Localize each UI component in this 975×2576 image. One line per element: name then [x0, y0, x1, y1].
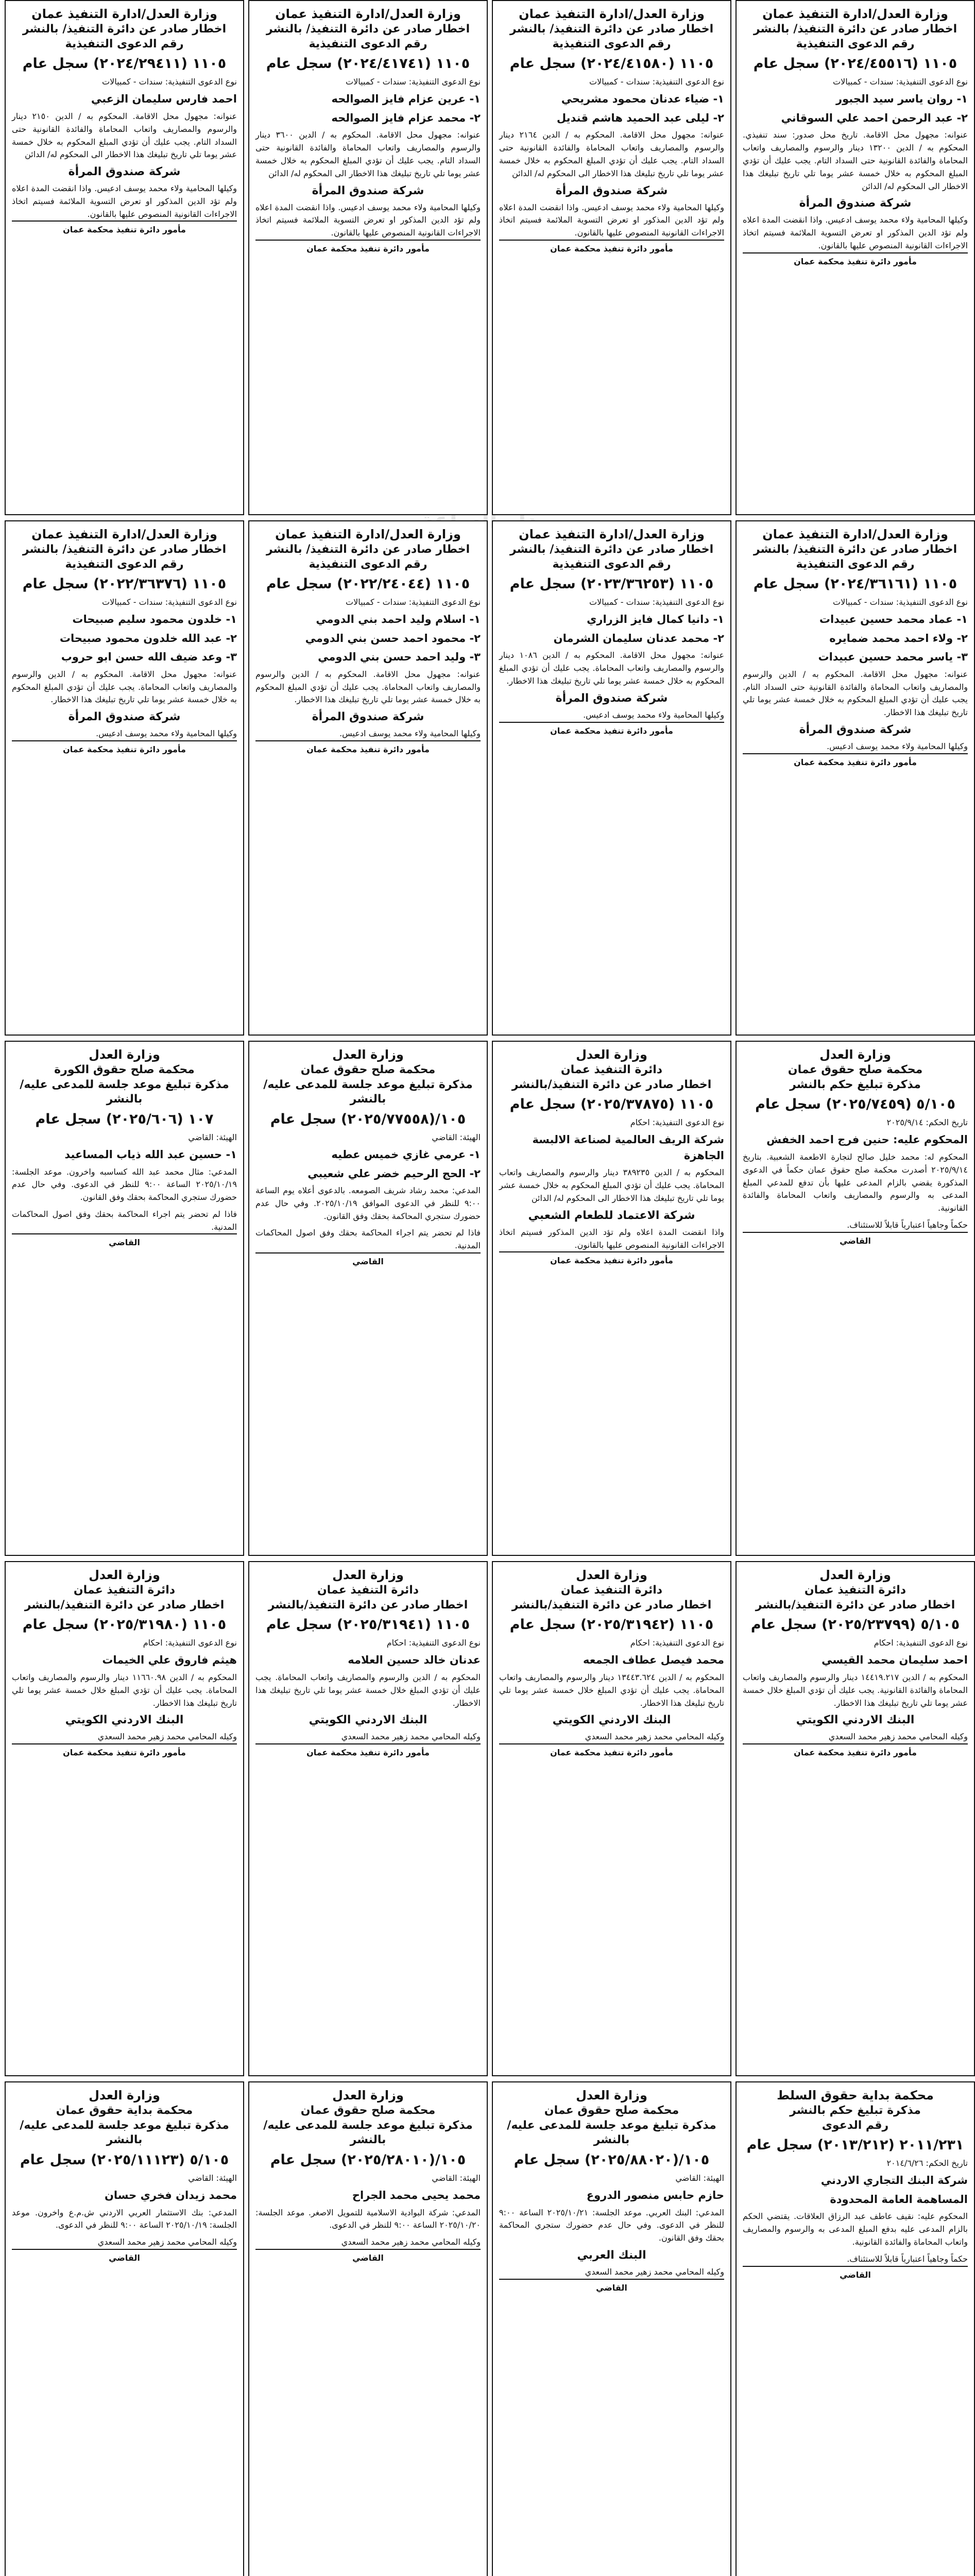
- notice-row-2: [0, 520, 975, 1036]
- notice-footer: مأمور دائرة تنفيذ محكمة عمان: [255, 1743, 481, 1757]
- case-meta: تاريخ الحكم: ٢٠٢٥/٩/١٤: [886, 1117, 968, 1128]
- party-name: المساهمة العامة المحدودة: [830, 2193, 968, 2206]
- creditor-company: شركة صندوق المرأة: [312, 710, 424, 724]
- notice-card: [735, 2081, 975, 2576]
- notice-body-2: واذا انقضت المدة اعلاه ولم تؤد الدين المذكور فسيتم اتخاذ الاجراءات القانونية المنصوص عليها بالقانون.: [499, 1227, 724, 1250]
- notice-row-4: [0, 1561, 975, 2076]
- notice-footer: القاضي: [743, 2266, 968, 2280]
- notice-card: [248, 520, 488, 1036]
- creditor-company: شركة صندوق المرأة: [799, 197, 912, 210]
- case-number: ١١٠٥ (٢٠٢٥/٣١٩٤١) سجل عام: [266, 1617, 470, 1633]
- notice-card: [735, 520, 975, 1036]
- party-name: ١- حسين عبد الله ذياب المساعيد: [64, 1148, 237, 1161]
- case-meta: نوع الدعوى التنفيذية: سندات - كمبيالات: [833, 597, 968, 607]
- notice-subtitle: محكمة صلح حقوق عمان: [544, 2104, 679, 2117]
- notice-body-2: وكيلها المحامية ولاء محمد يوسف ادعيس. واذا انقضت المدة اعلاه ولم تؤد الدين المذكور او تعرض التسوية الملائمة فسيتم اتخاذ الاجراءات القانونية المنصوص عليها بالقانون.: [499, 202, 724, 238]
- notice-subtitle: دائرة التنفيذ عمان: [560, 1063, 663, 1077]
- case-meta: نوع الدعوى التنفيذية: احكام: [630, 1638, 724, 1648]
- notice-footer: مأمور دائرة تنفيذ محكمة عمان: [255, 740, 481, 754]
- notice-card: [248, 2081, 488, 2576]
- notice-body: المحكوم به / الدين ١٤٤١٩.٢١٧ دينار والرسوم والمصاريف واتعاب المحاماة والفائدة القانونية. يجب عليك أن تؤدي المبلغ خلال خمسة عشر يوما تلي تاريخ تبليغك هذا الاخطار.: [743, 1672, 968, 1708]
- notice-body: المحكوم به / الدين ٣٨٩٢٣٥ دينار والرسوم والمصاريف واتعاب المحاماة. يجب عليك أن تؤدي المبلغ المحكوم به خلال خمسة عشر يوما تلي تاريخ تبليغك هذا الاخطار الى المحكوم له/ الدائن: [499, 1167, 724, 1203]
- notice-body-2: وكيلها المحامية ولاء محمد يوسف ادعيس.: [96, 728, 237, 739]
- notice-header: وزارة العدل: [576, 2088, 647, 2103]
- notice-body-2: وكيلها المحامية ولاء محمد يوسف ادعيس.: [583, 709, 724, 720]
- notice-card: [248, 0, 488, 515]
- case-number: ١١٠٥ (٢٠٢٤/٤١٧٤١) سجل عام: [266, 56, 470, 72]
- case-number: ٥/١٠٥ (٢٠٢٥/١١١٢٣) سجل عام: [20, 2151, 229, 2168]
- party-name: ١- ضياء عدنان محمود مشريحي: [561, 93, 724, 106]
- creditor-company: البنك الاردني الكويتي: [309, 1714, 427, 1727]
- party-name: احمد سليمان محمد القيسي: [822, 1654, 968, 1667]
- party-name: ١- عرين عزام فايز الصوالحه: [331, 93, 481, 106]
- notice-body-2: وكيله المحامي محمد زهير محمد السعدي: [97, 2237, 237, 2247]
- notice-card: [735, 1041, 975, 1556]
- notice-body: المدعي: مثال محمد عبد الله كساسبه واخرون. موعد الجلسة: ٢٠٢٥/١٠/١٩ الساعة ٩:٠٠ للنظر في الدعوى. وفي حال عدم حضورك ستجري المحاكمة بحقك وفق القانون.: [12, 1166, 237, 1202]
- notice-footer: القاضي: [12, 2249, 237, 2263]
- case-meta: نوع الدعوى التنفيذية: سندات - كمبيالات: [346, 597, 481, 607]
- case-meta: نوع الدعوى التنفيذية: سندات - كمبيالات: [589, 77, 724, 87]
- case-meta: الهيئة: القاضي: [675, 2173, 724, 2183]
- notice-title: مذكرة تبليغ حكم بالنشر: [790, 1078, 921, 1091]
- creditor-company: شركة صندوق المرأة: [68, 710, 181, 724]
- party-name: عدنان خالد حسين العلامه: [348, 1654, 481, 1667]
- notice-subtitle: مذكرة تبليغ حكم بالنشر: [790, 2104, 921, 2117]
- case-number: ١١٠٥ (٢٠٢٥/٣١٩٨٠) سجل عام: [22, 1617, 227, 1633]
- notice-title: مذكرة تبليغ موعد جلسة للمدعى عليه/بالنشر: [20, 1078, 229, 1106]
- party-name: حازم حابس منصور الدروع: [586, 2189, 724, 2202]
- creditor-company: البنك الاردني الكويتي: [65, 1714, 184, 1727]
- notice-body-2: وكيلها المحامية ولاء محمد يوسف ادعيس. واذا انقضت المدة اعلاه ولم تؤد الدين المذكور او تعرض التسوية الملائمة فسيتم اتخاذ الاجراءات القانونية المنصوص عليها بالقانون.: [255, 202, 481, 238]
- case-number: ٢٠١١/٢٣١ (٢٠١٣/٢١٢) سجل عام: [746, 2137, 964, 2154]
- notice-row-1: [0, 0, 975, 515]
- notice-card: [492, 520, 731, 1036]
- notice-body: عنوانه: مجهول محل الاقامة. المحكوم به / الدين ٢١٦٤ دينار والرسوم والمصاريف واتعاب المحاماة والفائدة القانونية حتى السداد التام. يجب عليك أن تؤدي المبلغ المحكوم به خلال خمسة عشر يوما تلي تاريخ تبليغك هذا الاخطار الى المحكوم له/ الدائن: [499, 130, 725, 178]
- notice-header: وزارة العدل/ادارة التنفيذ عمان: [519, 7, 705, 21]
- party-name: ٢- الحج الرحيم خضر علي شعيبي: [307, 1167, 481, 1180]
- case-meta: نوع الدعوى التنفيذية: احكام: [874, 1638, 968, 1648]
- notice-body: المحكوم به / الدين ١١٦٦٠.٩٨ دينار والرسوم والمصاريف واتعاب المحاماة. يجب عليك أن تؤدي المبلغ خلال خمسة عشر يوما تلي تاريخ تبليغك هذا الاخطار.: [12, 1672, 237, 1708]
- notice-title: اخطار صادر عن دائرة التنفيذ/بالنشر: [24, 1598, 225, 1612]
- notice-header: وزارة العدل: [332, 1568, 404, 1582]
- party-name: ٣- وعد ضيف الله حسن ابو حروب: [61, 651, 237, 664]
- case-number: ١١٠٥ (٢٠٢٢/٢٤٠٤٤) سجل عام: [266, 576, 470, 592]
- notice-title: اخطار صادر عن دائرة التنفيذ/بالنشر: [511, 1598, 712, 1612]
- notice-row-5: [0, 2081, 975, 2576]
- notice-footer: مأمور دائرة تنفيذ محكمة عمان: [499, 240, 724, 253]
- notice-header: وزارة العدل: [332, 2088, 404, 2103]
- notice-body: عنوانه: مجهول محل الاقامة. المحكوم به / الدين ٣٦٠٠ دينار والرسوم والمصاريف واتعاب المحاماة والفائدة القانونية حتى السداد التام. يجب عليك أن تؤدي المبلغ المحكوم به خلال خمسة عشر يوما تلي تاريخ تبليغك هذا الاخطار الى المحكوم له/ الدائن: [255, 130, 481, 178]
- party-name: هيثم فاروق علي الخيمات: [102, 1654, 237, 1667]
- creditor-company: البنك الاردني الكويتي: [796, 1714, 915, 1727]
- notice-body-2: وكيلها المحامية ولاء محمد يوسف ادعيس.: [339, 728, 481, 739]
- case-meta: نوع الدعوى التنفيذية: احكام: [386, 1638, 481, 1648]
- notice-body: عنوانه: مجهول محل الاقامة. المحكوم به / الدين والرسوم والمصاريف واتعاب المحاماة. يجب عليك أن تؤدي المبلغ المحكوم به خلال خمسة عشر يوما تلي تاريخ تبليغك هذا الاخطار.: [255, 669, 481, 705]
- party-name: محمد زيدان فخري حسان: [104, 2189, 237, 2202]
- notice-body: عنوانه: مجهول محل الاقامة. تاريخ محل صدور: سند تنفيذي. المحكوم به / الدين ١٣٢٠٠ دينار والرسوم والمصاريف واتعاب المحاماة والفائدة القانونية حتى السداد التام. يجب عليك أن تؤدي المبلغ المحكوم به خلال خمسة عشر يوما تلي تاريخ تبليغك هذا الاخطار الى المحكوم له/ الدائن: [743, 130, 968, 191]
- case-meta: تاريخ الحكم: ٢٠١٤/٦/٢٦: [886, 2158, 968, 2168]
- notice-title: مذكرة تبليغ موعد جلسة للمدعى عليه/بالنشر: [507, 2119, 716, 2147]
- party-name: احمد فارس سليمان الزعبي: [91, 93, 237, 106]
- notice-title: رقم الدعوى: [822, 2119, 889, 2132]
- notice-body-2: وكيلها المحامية ولاء محمد يوسف ادعيس. واذا انقضت المدة اعلاه ولم تؤد الدين المذكور او تعرض التسوية الملائمة فسيتم اتخاذ الاجراءات القانونية المنصوص عليها بالقانون.: [743, 215, 968, 250]
- notice-card: [248, 1041, 488, 1556]
- party-name: ٢- ولاء احمد محمد ضمايره: [829, 632, 968, 645]
- notice-body-2: فاذا لم تحضر يتم اجراء المحاكمة بحقك وفق اصول المحاكمات المدنية.: [12, 1209, 237, 1232]
- party-name: ١- روان ياسر سيد الجبور: [836, 93, 968, 106]
- notice-footer: مأمور دائرة تنفيذ محكمة عمان: [255, 240, 481, 253]
- case-number: ١١٠٥ (٢٠٢٤/٣٦١٦١) سجل عام: [753, 576, 957, 592]
- notice-subtitle: اخطار صادر عن دائرة التنفيذ/ بالنشر: [753, 543, 957, 556]
- case-number: ١٠٧ (٢٠٢٥/٦٠٦) سجل عام: [35, 1111, 214, 1127]
- notice-footer: مأمور دائرة تنفيذ محكمة عمان: [12, 221, 237, 234]
- notice-body: المدعي: محمد رشاد شريف الصومعه. بالدعوى أعلاه يوم الساعة ٩:٠٠ للنظر في الدعوى الموافق ٢٠٢٥/١٠/١٩. وفي حال عدم حضورك ستجري المحاكمة بحقك وفق القانون.: [255, 1185, 481, 1221]
- notice-footer: مأمور دائرة تنفيذ محكمة عمان: [499, 722, 724, 736]
- notice-card: [5, 1041, 244, 1556]
- notice-footer: القاضي: [499, 2279, 724, 2293]
- notice-body: المحكوم عليه: نقيف عاطف عبد الرزاق العلاقات. يقتضي الحكم بالزام المدعى عليه بدفع المبلغ المدعى به والرسوم والمصاريف واتعاب المحاماة والفائدة القانونية.: [743, 2211, 968, 2247]
- party-name: محمد يحيى محمد الجراح: [352, 2189, 481, 2202]
- party-name: ٢- عبد الله خلدون محمود صبيحات: [59, 632, 237, 645]
- case-meta: نوع الدعوى التنفيذية: سندات - كمبيالات: [346, 77, 481, 87]
- notice-subtitle: اخطار صادر عن دائرة التنفيذ/ بالنشر: [753, 23, 957, 36]
- notice-header: وزارة العدل/ادارة التنفيذ عمان: [31, 7, 217, 21]
- notice-header: وزارة العدل/ادارة التنفيذ عمان: [275, 7, 461, 21]
- notice-subtitle: اخطار صادر عن دائرة التنفيذ/ بالنشر: [22, 23, 227, 36]
- notice-body: المدعي: البنك العربي. موعد الجلسة: ٢٠٢٥/١٠/٢١ الساعة ٩:٠٠ للنظر في الدعوى. وفي حال عدم حضورك ستجري المحاكمة بحقك وفق القانون.: [499, 2207, 724, 2243]
- notice-header: وزارة العدل/ادارة التنفيذ عمان: [31, 527, 217, 541]
- case-number: ١٠٥/(٢٠٢٥/٨٨٠٢٠) سجل عام: [514, 2151, 710, 2168]
- notice-title: رقم الدعوى التنفيذية: [65, 37, 184, 50]
- case-number: ١١٠٥ (٢٠٢٤/٤٥٥١٦) سجل عام: [753, 56, 957, 72]
- notice-body-2: حكماً وجاهياً اعتبارياً قابلاً للاستئناف.: [847, 2253, 968, 2264]
- notice-footer: القاضي: [255, 1252, 481, 1266]
- notice-body: المحكوم به / الدين والرسوم والمصاريف واتعاب المحاماة. يجب عليك أن تؤدي المبلغ خلال خمسة عشر يوما تلي تاريخ تبليغك هذا الاخطار.: [255, 1672, 481, 1708]
- case-meta: نوع الدعوى التنفيذية: سندات - كمبيالات: [102, 77, 237, 87]
- notice-card: [492, 1561, 731, 2076]
- notice-title: مذكرة تبليغ موعد جلسة للمدعى عليه/بالنشر: [20, 2119, 229, 2147]
- notice-body-2: وكيله المحامي محمد زهير محمد السعدي: [585, 1732, 724, 1742]
- notice-body-2: حكماً وجاهياً اعتبارياً قابلاً للاستئناف.: [847, 1219, 968, 1230]
- notice-subtitle: اخطار صادر عن دائرة التنفيذ/ بالنشر: [509, 543, 714, 556]
- party-name: ٢- محمود احمد حسن بني الدومي: [305, 632, 481, 645]
- notice-header: وزارة العدل: [89, 1047, 160, 1062]
- notice-subtitle: اخطار صادر عن دائرة التنفيذ/ بالنشر: [266, 23, 470, 36]
- notice-subtitle: محكمة بداية حقوق عمان: [56, 2104, 193, 2117]
- notice-header: وزارة العدل/ادارة التنفيذ عمان: [519, 527, 705, 541]
- notice-subtitle: محكمة صلح حقوق عمان: [300, 2104, 436, 2117]
- notice-subtitle: محكمة صلح حقوق عمان: [300, 1063, 436, 1077]
- notice-footer: مأمور دائرة تنفيذ محكمة عمان: [499, 1251, 724, 1265]
- notice-body: عنوانه: مجهول محل الاقامة. المحكوم به / الدين ٢١٥٠ دينار والرسوم والمصاريف واتعاب المحاماة والفائدة القانونية حتى السداد التام. يجب عليك أن تؤدي المبلغ المحكوم به خلال خمسة عشر يوما تلي تاريخ تبليغك هذا الاخطار الى المحكوم له/ الدائن: [12, 111, 237, 160]
- notice-header: وزارة العدل/ادارة التنفيذ عمان: [762, 7, 948, 21]
- notice-header: وزارة العدل/ادارة التنفيذ عمان: [275, 527, 461, 541]
- notice-header: وزارة العدل: [576, 1568, 647, 1582]
- party-name: محمد فيصل عطاف الجمعه: [583, 1654, 724, 1667]
- notice-footer: القاضي: [743, 1232, 968, 1246]
- creditor-company: شركة الاعتماد للطعام الشعبي: [528, 1209, 695, 1222]
- party-name: ١- اسلام وليد احمد بني الدومي: [316, 613, 481, 626]
- creditor-company: شركة صندوق المرأة: [68, 165, 181, 179]
- notice-card: [492, 1041, 731, 1556]
- notice-subtitle: اخطار صادر عن دائرة التنفيذ/ بالنشر: [266, 543, 470, 556]
- notice-card: [735, 1561, 975, 2076]
- case-meta: الهيئة: القاضي: [432, 2173, 481, 2183]
- case-number: ٥/١٠٥ (٢٠٢٥/٧٤٥٩) سجل عام: [755, 1096, 955, 1113]
- notice-title: مذكرة تبليغ موعد جلسة للمدعى عليه/بالنشر: [263, 1078, 473, 1106]
- party-name: شركة البنك التجاري الاردني: [820, 2174, 968, 2187]
- notice-body-2: وكيله المحامي محمد زهير محمد السعدي: [341, 1732, 481, 1742]
- notice-body: عنوانه: مجهول محل الاقامة. المحكوم به / الدين والرسوم والمصاريف واتعاب المحاماة والفائدة القانونية حتى السداد التام. يجب عليك أن تؤدي المبلغ المحكوم به خلال خمسة عشر يوما تلي تاريخ تبليغك هذا الاخطار.: [743, 669, 968, 718]
- case-number: ١١٠٥ (٢٠٢٢/٣٦٣٧٦) سجل عام: [22, 576, 227, 592]
- notice-subtitle: اخطار صادر عن دائرة التنفيذ/ بالنشر: [22, 543, 227, 556]
- notice-card: [735, 0, 975, 515]
- notice-title: رقم الدعوى التنفيذية: [796, 557, 915, 571]
- notice-header: وزارة العدل: [576, 1047, 647, 1062]
- notice-body: المحكوم له: محمد خليل صالح لتجارة الاطعمة الشعبية. بتاريخ ٢٠٢٥/٩/١٤ أصدرت محكمة صلح حقوق عمان حكماً في الدعوى المذكورة يقضي بالزام المدعى عليها بأن تدفع للمدعي المبلغ المدعى به والرسوم والمصاريف واتعاب المحاماة والفائدة القانونية.: [743, 1151, 968, 1213]
- party-name: ١- دانيا كمال فايز الزراري: [587, 613, 724, 626]
- case-number: ١١٠٥ (٢٠٢٤/٤١٥٨٠) سجل عام: [509, 56, 714, 72]
- party-name: ٢- محمد عدنان سليمان الشرمان: [553, 632, 724, 645]
- notice-body-2: وكيلها المحامية ولاء محمد يوسف ادعيس. واذا انقضت المدة اعلاه ولم تؤد الدين المذكور او تعرض التسوية الملائمة فسيتم اتخاذ الاجراءات القانونية المنصوص عليها بالقانون.: [12, 183, 237, 219]
- notice-footer: مأمور دائرة تنفيذ محكمة عمان: [12, 740, 237, 754]
- creditor-company: شركة صندوق المرأة: [555, 184, 668, 197]
- party-name: ٢- ليلى عبد الحميد هاشم قنديل: [556, 111, 724, 124]
- case-meta: الهيئة: القاضي: [188, 1132, 237, 1143]
- case-number: ١١٠٥ (٢٠٢٣/٣٦٢٥٣) سجل عام: [509, 576, 714, 592]
- notice-header: وزارة العدل: [332, 1047, 404, 1062]
- notice-footer: مأمور دائرة تنفيذ محكمة عمان: [12, 1743, 237, 1757]
- case-number: ١١٠٥ (٢٠٢٥/٣١٩٤٢) سجل عام: [509, 1617, 714, 1633]
- case-number: ١٠٥/(٢٠٢٥/٧٧٥٥٨) سجل عام: [270, 1111, 466, 1127]
- notice-card: [5, 1561, 244, 2076]
- notice-title: رقم الدعوى التنفيذية: [65, 557, 184, 571]
- notice-body: المدعي: شركة البوادية الاسلامية للتمويل الاصغر. موعد الجلسة: ٢٠٢٥/١٠/٢٠ الساعة ٩:٠٠ للنظر في الدعوى.: [255, 2207, 481, 2230]
- notice-body: عنوانه: مجهول محل الاقامة. المحكوم به / الدين ١٠٨٦ دينار والرسوم والمصاريف واتعاب المحاماة. يجب عليك أن تؤدي المبلغ المحكوم به خلال خمسة عشر يوما تلي تاريخ تبليغك هذا الاخطار.: [499, 650, 725, 686]
- party-name: ٢- عبد الرحمن احمد علي السوقاني: [781, 111, 968, 124]
- party-name: المحكوم عليه: حنين فرج احمد الخفش: [766, 1133, 968, 1146]
- notice-card: [5, 520, 244, 1036]
- party-name: شركة الريف العالمية لصناعة الالبسة الجاهزة: [532, 1133, 724, 1162]
- notice-card: [492, 0, 731, 515]
- notice-footer: القاضي: [12, 1233, 237, 1247]
- notice-subtitle: دائرة التنفيذ عمان: [317, 1584, 419, 1597]
- case-meta: نوع الدعوى التنفيذية: سندات - كمبيالات: [833, 77, 968, 87]
- case-number: ١١٠٥ (٢٠٢٤/٢٩٤١١) سجل عام: [22, 56, 227, 72]
- notice-body: المدعي: بنك الاستثمار العربي الاردني ش.م.ع واخرون. موعد الجلسة: ٢٠٢٥/١٠/١٩ الساعة ٩:٠٠ للنظر في الدعوى.: [12, 2207, 237, 2230]
- party-name: ٣- وليد احمد حسن بني الدومي: [318, 651, 481, 664]
- case-meta: نوع الدعوى التنفيذية: سندات - كمبيالات: [102, 597, 237, 607]
- creditor-company: شركة صندوق المرأة: [555, 691, 668, 705]
- party-name: ١- عماد محمد حسين عبيدات: [819, 613, 968, 626]
- party-name: ١- عرمي غازي خميس عطيه: [331, 1148, 481, 1161]
- notice-subtitle: دائرة التنفيذ عمان: [560, 1584, 663, 1597]
- party-name: ١- خلدون محمود سليم صبيحات: [72, 613, 237, 626]
- case-meta: الهيئة: القاضي: [188, 2173, 237, 2183]
- creditor-company: البنك العربي: [577, 2248, 646, 2262]
- notice-header: وزارة العدل/ادارة التنفيذ عمان: [762, 527, 948, 541]
- notice-title: اخطار صادر عن دائرة التنفيذ/بالنشر: [755, 1598, 955, 1612]
- notice-subtitle: محكمة صلح حقوق عمان: [788, 1063, 923, 1077]
- notice-title: رقم الدعوى التنفيذية: [552, 37, 671, 50]
- party-name: ٣- ياسر محمد حسين عبيدات: [818, 651, 968, 664]
- notice-card: [248, 1561, 488, 2076]
- notice-title: مذكرة تبليغ موعد جلسة للمدعى عليه/بالنشر: [263, 2119, 473, 2147]
- notice-body-2: وكيله المحامي محمد زهير محمد السعدي: [585, 2266, 724, 2277]
- notice-header: وزارة العدل: [819, 1047, 891, 1062]
- notice-body-2: وكيله المحامي محمد زهير محمد السعدي: [828, 1732, 968, 1742]
- notice-header: وزارة العدل: [89, 2088, 160, 2103]
- creditor-company: شركة صندوق المرأة: [312, 184, 424, 197]
- notice-header: محكمة بداية حقوق السلط: [777, 2088, 934, 2103]
- case-number: ٥/١٠٥ (٢٠٢٥/٢٣٧٩٩) سجل عام: [750, 1617, 960, 1633]
- notice-card: [5, 2081, 244, 2576]
- notice-subtitle: اخطار صادر عن دائرة التنفيذ/ بالنشر: [509, 23, 714, 36]
- notice-header: وزارة العدل: [89, 1568, 160, 1582]
- notice-card: [492, 2081, 731, 2576]
- creditor-company: شركة صندوق المرأة: [799, 723, 912, 736]
- notice-footer: مأمور دائرة تنفيذ محكمة عمان: [743, 1743, 968, 1757]
- notice-body: عنوانه: مجهول محل الاقامة. المحكوم به / الدين والرسوم والمصاريف واتعاب المحاماة. يجب عليك أن تؤدي المبلغ المحكوم به خلال خمسة عشر يوما تلي تاريخ تبليغك هذا الاخطار.: [12, 669, 237, 705]
- party-name: ٢- محمد عزام فايز الصوالحه: [331, 111, 481, 124]
- notice-footer: مأمور دائرة تنفيذ محكمة عمان: [743, 252, 968, 266]
- creditor-company: البنك الاردني الكويتي: [552, 1714, 671, 1727]
- notice-footer: القاضي: [255, 2249, 481, 2263]
- notice-body-2: وكيله المحامي محمد زهير محمد السعدي: [97, 1732, 237, 1742]
- notice-body-2: فاذا لم تحضر يتم اجراء المحاكمة بحقك وفق اصول المحاكمات المدنية.: [255, 1228, 481, 1251]
- notice-body-2: وكيله المحامي محمد زهير محمد السعدي: [341, 2237, 481, 2247]
- notice-body-2: وكيلها المحامية ولاء محمد يوسف ادعيس.: [827, 741, 968, 751]
- notice-title: رقم الدعوى التنفيذية: [309, 37, 427, 50]
- notice-title: رقم الدعوى التنفيذية: [796, 37, 915, 50]
- case-meta: الهيئة: القاضي: [432, 1132, 481, 1143]
- notice-header: وزارة العدل: [819, 1568, 891, 1582]
- case-number: ١٠٥/(٢٠٢٥/٢٨٠١٠) سجل عام: [270, 2151, 466, 2168]
- case-meta: نوع الدعوى التنفيذية: سندات - كمبيالات: [589, 597, 724, 607]
- notice-footer: مأمور دائرة تنفيذ محكمة عمان: [743, 753, 968, 767]
- case-number: ١١٠٥ (٢٠٢٥/٣٧٨٧٥) سجل عام: [509, 1096, 714, 1113]
- notice-title: اخطار صادر عن دائرة التنفيذ/بالنشر: [511, 1078, 712, 1091]
- notice-title: اخطار صادر عن دائرة التنفيذ/بالنشر: [268, 1598, 468, 1612]
- notice-title: رقم الدعوى التنفيذية: [552, 557, 671, 571]
- notice-card: [5, 0, 244, 515]
- case-meta: نوع الدعوى التنفيذية: احكام: [143, 1638, 237, 1648]
- notice-subtitle: دائرة التنفيذ عمان: [804, 1584, 906, 1597]
- notice-footer: مأمور دائرة تنفيذ محكمة عمان: [499, 1743, 724, 1757]
- case-meta: نوع الدعوى التنفيذية: احكام: [630, 1117, 724, 1128]
- notice-body: المحكوم به / الدين ١٣٤٤٣.٦٢٤ دينار والرسوم والمصاريف واتعاب المحاماة. يجب عليك أن تؤدي المبلغ خلال خمسة عشر يوما تلي تاريخ تبليغك هذا الاخطار.: [499, 1672, 724, 1708]
- notice-title: رقم الدعوى التنفيذية: [309, 557, 427, 571]
- notice-subtitle: محكمة صلح حقوق الكورة: [54, 1063, 195, 1077]
- notice-row-3: [0, 1041, 975, 1556]
- notice-subtitle: دائرة التنفيذ عمان: [73, 1584, 176, 1597]
